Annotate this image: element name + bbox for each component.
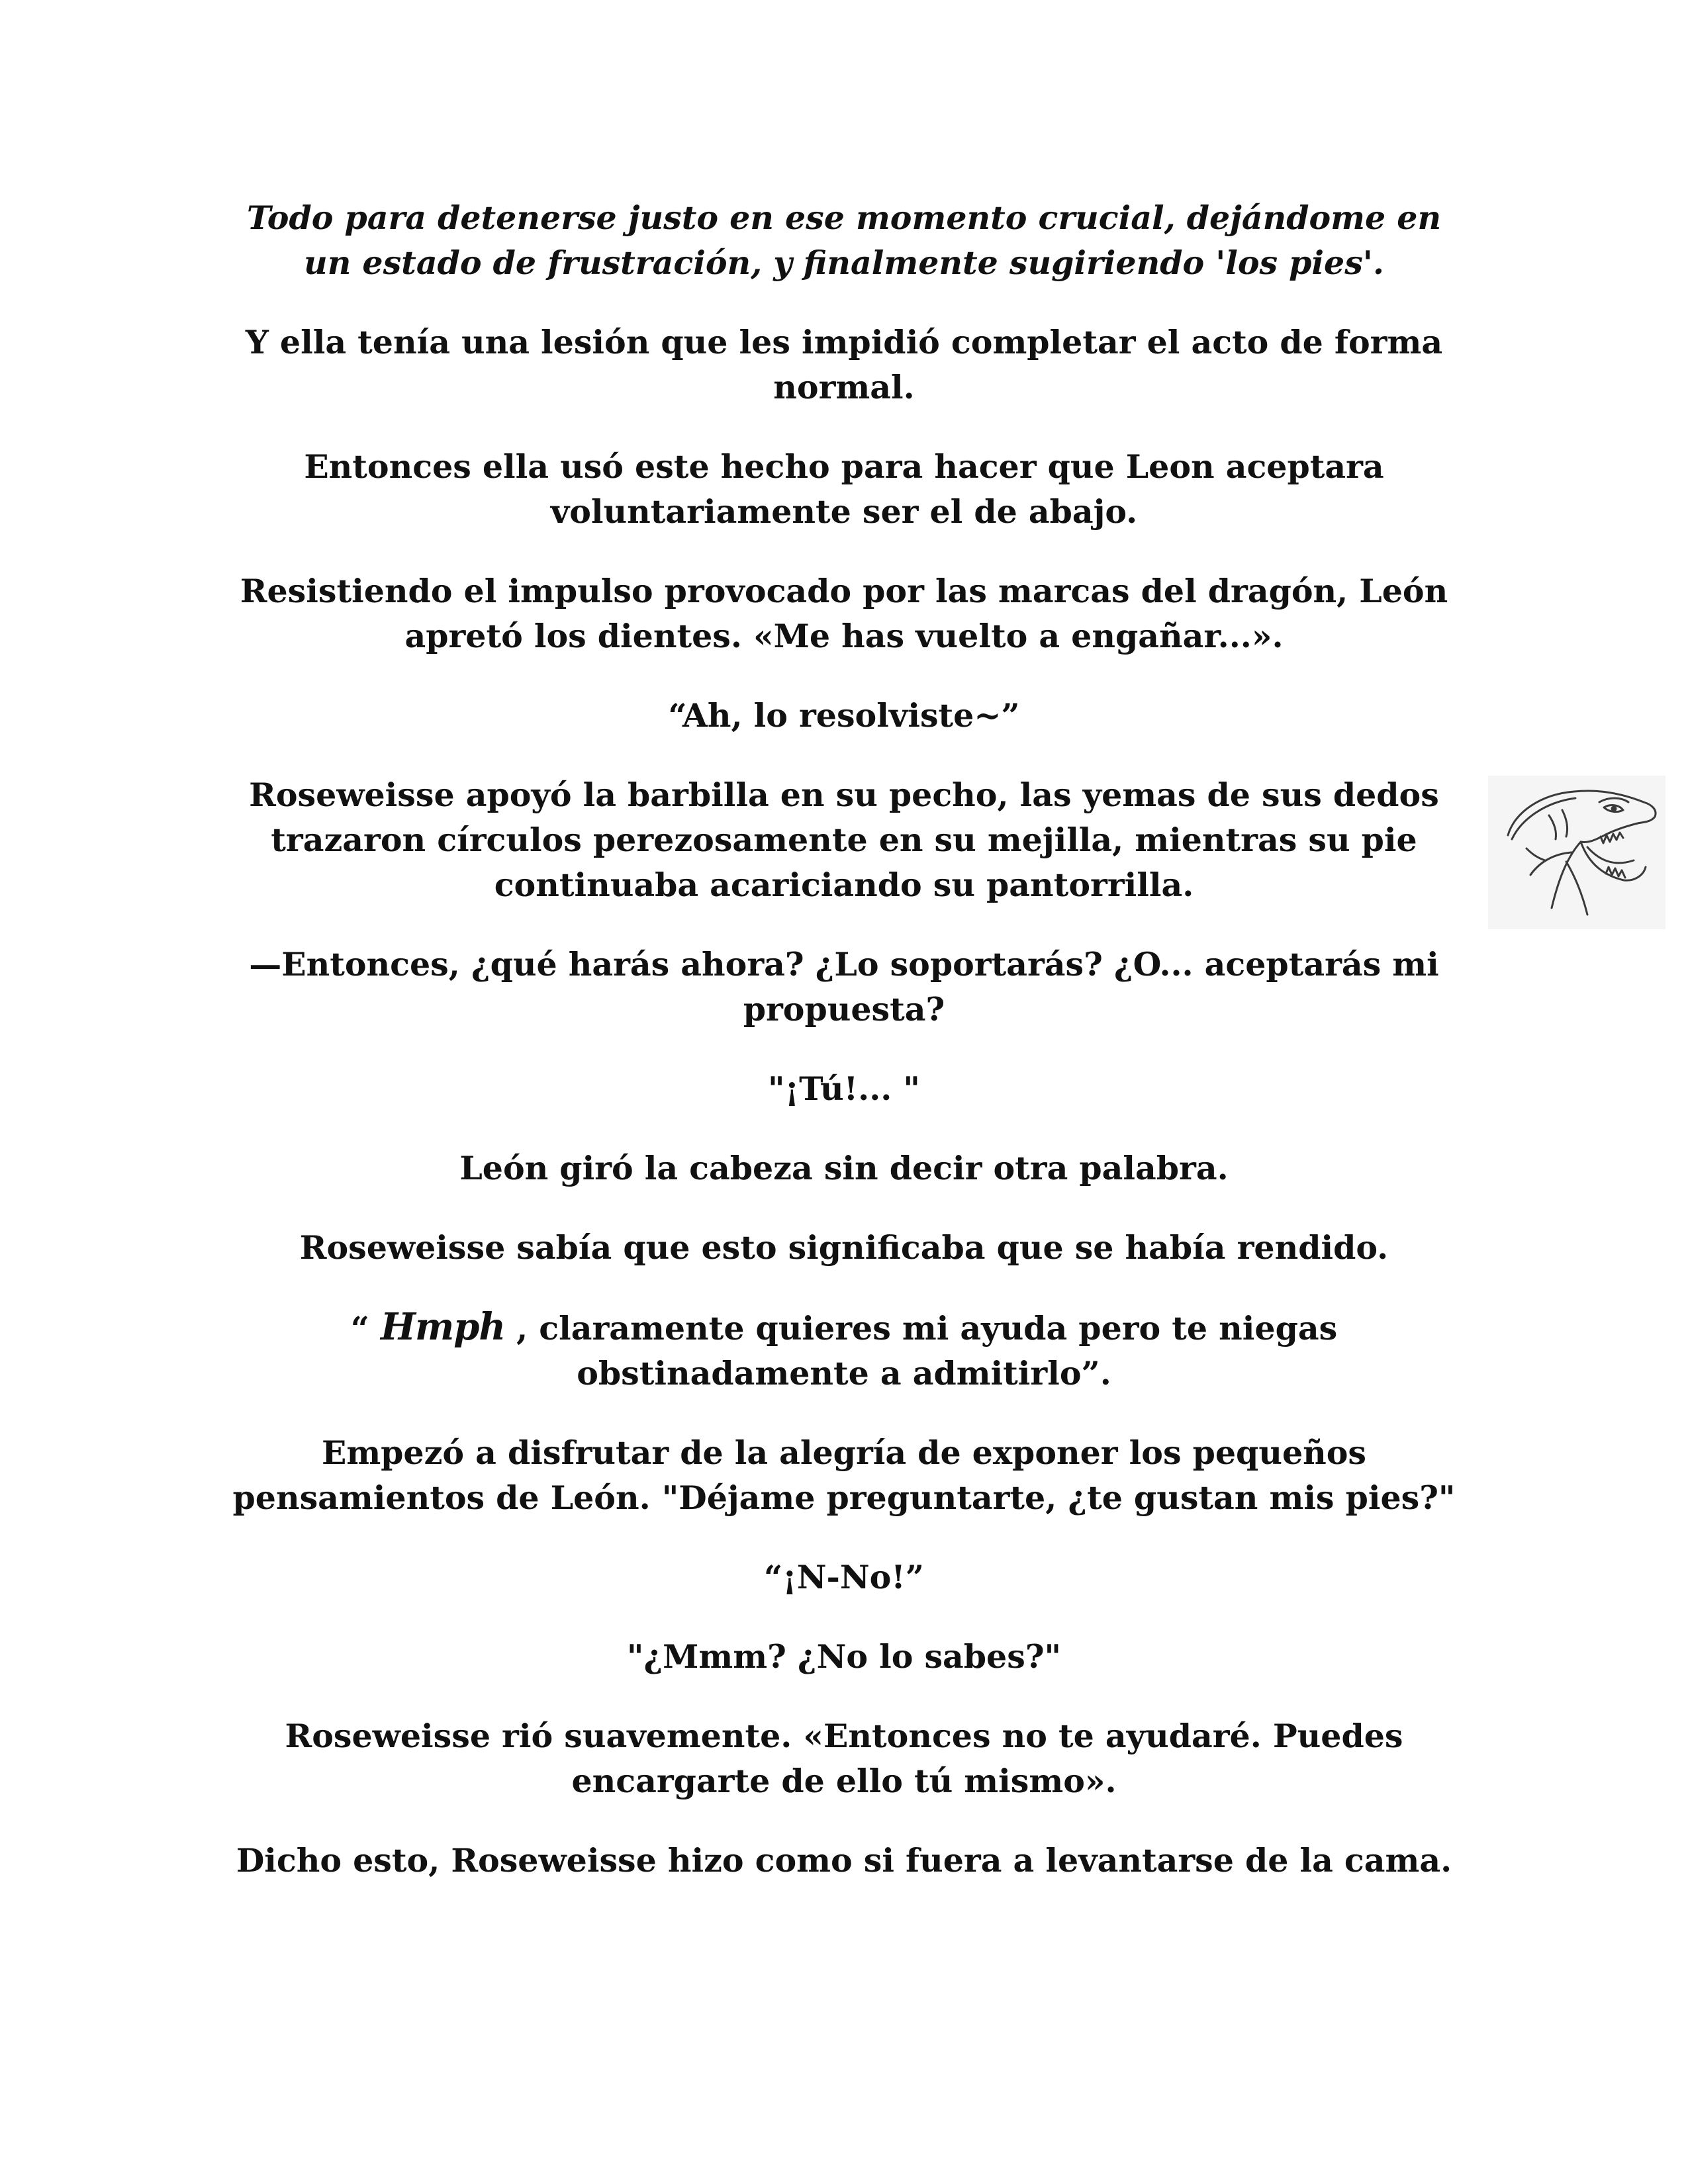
paragraph: Roseweisse rió suavemente. «Entonces no te ayudaré. Puedes encargarte de ello tú mismo». — [285, 1717, 1403, 1800]
paragraph: Entonces ella usó este hecho para hacer que Leon aceptara voluntariamente ser el de abajo. — [304, 447, 1384, 531]
dinosaur-head-sketch-icon — [1488, 776, 1665, 929]
paragraph: Todo para detenerse justo en ese momento crucial, dejándome en un estado de frustración, y finalmente sugiriendo 'los pies'. — [246, 199, 1442, 282]
paragraph: Empezó a disfrutar de la alegría de exponer los pequeños pensamientos de León. "Déjame preguntarte, ¿te gustan mis pies?" — [232, 1433, 1456, 1517]
hmph-word: Hmph — [381, 1305, 506, 1349]
paragraph: “¡N-No!” — [764, 1558, 924, 1596]
paragraph: "¡Tú!... " — [768, 1069, 920, 1108]
paragraph: Resistiendo el impulso provocado por las marcas del dragón, León apretó los dientes. «Me has vuelto a engañar...». — [240, 572, 1448, 655]
open-quote: “ — [350, 1309, 381, 1347]
paragraph: Y ella tenía una lesión que les impidió completar el acto de forma normal. — [245, 323, 1443, 406]
paragraph: Roseweisse sabía que esto significaba que se había rendido. — [299, 1228, 1389, 1267]
document-body — [218, 195, 1470, 1917]
paragraph: León giró la cabeza sin decir otra palabra. — [459, 1149, 1229, 1187]
paragraph: Roseweisse apoyó la barbilla en su pecho, las yemas de sus dedos trazaron círculos perezosamente en su mejilla, mientras su pie continuaba acariciando su pantorrilla. — [249, 776, 1439, 904]
paragraph-rest: , claramente quieres mi ayuda pero te niegas obstinadamente a admitirlo”. — [505, 1309, 1338, 1392]
paragraph: Dicho esto, Roseweisse hizo como si fuera a levantarse de la cama. — [236, 1841, 1452, 1880]
paragraph: "¿Mmm? ¿No lo sabes?" — [626, 1637, 1062, 1676]
paragraph: —Entonces, ¿qué harás ahora? ¿Lo soportarás? ¿O... aceptarás mi propuesta? — [249, 945, 1439, 1028]
paragraph: “Ah, lo resolviste~” — [668, 696, 1020, 735]
hmph-paragraph — [218, 1304, 1470, 1396]
